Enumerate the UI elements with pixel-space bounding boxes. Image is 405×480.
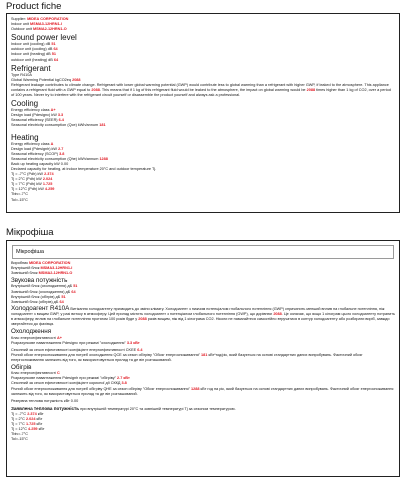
ua-cooling-heading: Охолодження (11, 328, 52, 336)
ua-heating-pdesign: Розрахункове навантаження Pdesignh при режимі "обігріву" 2.7 кВт (11, 376, 130, 381)
gwp-row: Global Warming Potential kgCO2eq 2088 (11, 77, 81, 82)
ua-outdoor-row: Зовнішній блок MSMA2-12HRN1-O (11, 271, 73, 276)
microfiche-box (6, 240, 400, 477)
heating-scop: Seasonal efficiency (SCOP) 3.8 (11, 151, 65, 156)
spl-outdoor-cooling: outdoor unit (cooling) dB 64 (11, 47, 58, 52)
heating-pdesign: Design load (Pdesignh) kW 2.7 (11, 146, 64, 151)
cooling-qce: Seasonal electricity consumption (Qce) kWh/annum 181 (11, 123, 106, 128)
ua-cooling-seer: Сезонний за сезон ефективності коефіцієнт енергоефективності CKEE 6.4 (11, 347, 143, 352)
refrigerant-type: Type R410A (11, 72, 32, 77)
ua-temp-row: Tj = 2°C 2.024 кВт (11, 416, 43, 421)
cooling-class: Energy efficiency class A+ (11, 108, 56, 113)
sound-power-heading: Sound power level (11, 33, 77, 43)
heating-class: Energy efficiency class A (11, 141, 54, 146)
heating-declared: Declared capacity for heating, at indoor temperature 20°C and outdoor temperature Tj. (11, 166, 157, 171)
spl-indoor-heating: Indoor unit (heating) dB 51 (11, 52, 56, 57)
ua-heating-scop: Сезонний за сезон ефективності коефіцієнт корисної дії СККД 3.8 (11, 381, 127, 386)
temp-row: Tj = 2°C (Pdh) kW 2.024 (11, 177, 53, 182)
ua-heating-class: Клас енергоефективності C (11, 371, 60, 376)
indoor-value: MSMA3-12HRN1-I (30, 22, 62, 27)
tbiv: Tbiv=-7°C (11, 192, 29, 197)
ua-cooling-qce: Річний обсяг енергоспоживання для потреб охолодження QCE за сезон обігріву "Обсяг енергоспоживання" 181 кВт*год/рік, який базується на основі стандартних даних випробувань. Фактичний обсяг енергоспоживання залежить від того, як використовується прилад та де він розташований. (11, 352, 363, 362)
refrigerant-text: Refrigerant leakage contributes to climate change. Refrigerant with lower global warming potential (GWP) would contribute less to global warming than a refrigerant with higher GWP, if leaked to the atmosphere. This appliance contains a refrigerant fluid with a GWP equal to 2088. This means that if 1 kg of this refrigerant fluid would be leaked to the atmosphere, the impact on global warming would be 2088 times higher than 1 kg of CO2, over a period of 100 years. Never try to interfere with the refrigerant circuit yourself or disassemble the product yourself and always ask a professional. (11, 82, 391, 98)
ua-spl-row: Зовнішній блок (обігрів) дБ 64 (11, 299, 64, 304)
product-fiche-box (6, 13, 400, 213)
ua-backup: Резервна теплова потужність кВт 0.00 (11, 398, 79, 403)
temp-row: Tj = 7°C (Pdh) kW 1.725 (11, 182, 53, 187)
heating-heading: Heating (11, 132, 39, 142)
ua-spl-row: Внутрішній блок (обігрів) дБ 51 (11, 294, 66, 299)
cooling-heading: Cooling (11, 99, 39, 109)
ua-refrigerant-heading: Холодоагент R410A (11, 304, 70, 312)
outdoor-row: Outdoor unit MSMA2-12HRN1-O (11, 27, 67, 32)
ua-refrigerant-block: Холодоагент R410A Витікання холодоагенту призводить до зміни клімату. Холодоагент з нижчим потенціалом глобального потепління (GWP) спричинить менший вплив на глобальне потепління, ніж холодоагент з вищим GWP, у разі витоку в атмосферу. Цей прилад містить холодоагент з потенціалом глобального потепління (GWP), що дорівнює 2088. Це означає, що якщо 1 кілограм цього холодоагенту потрапить в атмосферу, вплив на глобальне потепління протягом 100 років буде у 2088 разів вищим, ніж від 1 кілограма CO2. Ніколи не намагайтеся самостійно втручатися в контур холодоагенту або розбирати виріб, завжди звертайтеся до фахівця. (11, 304, 395, 327)
indoor-row: Indoor unit MSMA3-12HRN1-I (11, 22, 62, 27)
cooling-pdesign: Design load (Pdesignc) kW 3.3 (11, 113, 64, 118)
outdoor-value: MSMA2-12HRN1-O (32, 27, 67, 32)
ua-declared: Заявлена теплова потужність при внутрішній температурі 20°С та зовнішній температурі Tj за сезоном температурою. (11, 405, 236, 411)
temp-row: Tj = 12°C (Pdh) kW 4.259 (11, 187, 55, 192)
ua-sound-power-heading: Звукова потужність (11, 277, 68, 285)
ua-heating-qhe: Річний обсяг енергоспоживання для потреб обігріву QHE за сезон обігріву "Обсяг енергоспоживання" 1288 кВт год на рік, який базується на основі стандартних даних випробувань. Фактичний обсяг енергоспоживання залежить від того, як використовується прилад та де він розташований. (11, 386, 394, 396)
product-fiche-title: Product fiche (6, 1, 62, 12)
ua-cooling-pdesign: Розрахункове навантаження Pdesignc при режимі "охолодження" 3.3 кВт (11, 340, 140, 345)
microfiche-title: Мікрофіша (6, 227, 54, 238)
tol: Tol=-15°C (11, 197, 28, 202)
ua-cooling-class: Клас енергоефективності A+ (11, 335, 62, 340)
ua-tol: Tol=-15°C (11, 437, 28, 442)
heating-backup: Back up heating capacity kW 0.00 (11, 161, 69, 166)
cooling-seer: Seasonal efficiency (SEER) 6.4 (11, 118, 64, 123)
refrigerant-heading: Refrigerant (11, 63, 51, 73)
ua-temp-row: Tj = 12°C 4.259 кВт (11, 427, 45, 432)
ua-temp-row: Tj = 7°C 1.725 кВт (11, 422, 43, 427)
microfiche-inner-title: Мікрофіша (12, 245, 394, 259)
ua-spl-row: Внутрішній блок (охолодження) дБ 51 (11, 284, 78, 289)
spl-indoor-cooling: Indoor unit (cooling) dB 51 (11, 42, 56, 47)
ua-supplier-row: Виробник MIDEA CORPORATION (11, 261, 71, 265)
ua-tbiv: Tbiv=-7°C (11, 432, 29, 437)
ua-temp-row: Tj = -7°C 2.374 кВт (11, 411, 44, 416)
ua-indoor-row: Внутрішній блок MSMA3-12HRN1-I (11, 266, 73, 271)
ua-heating-heading: Обігрів (11, 364, 32, 372)
temp-row: Tj = -7°C (Pdh) kW 2.374 (11, 172, 54, 177)
heating-qhe: Seasonal electricity consumption (Qhe) kWh/annum 1288 (11, 156, 108, 161)
spl-outdoor-heating: outdoor unit (heating) dB 64 (11, 57, 59, 62)
supplier-value: MIDEA CORPORATION (27, 17, 69, 21)
ua-spl-row: Зовнішній блок (охолодження) дБ 64 (11, 289, 76, 294)
supplier-row: Supplier: MIDEA CORPORATION (11, 17, 69, 21)
